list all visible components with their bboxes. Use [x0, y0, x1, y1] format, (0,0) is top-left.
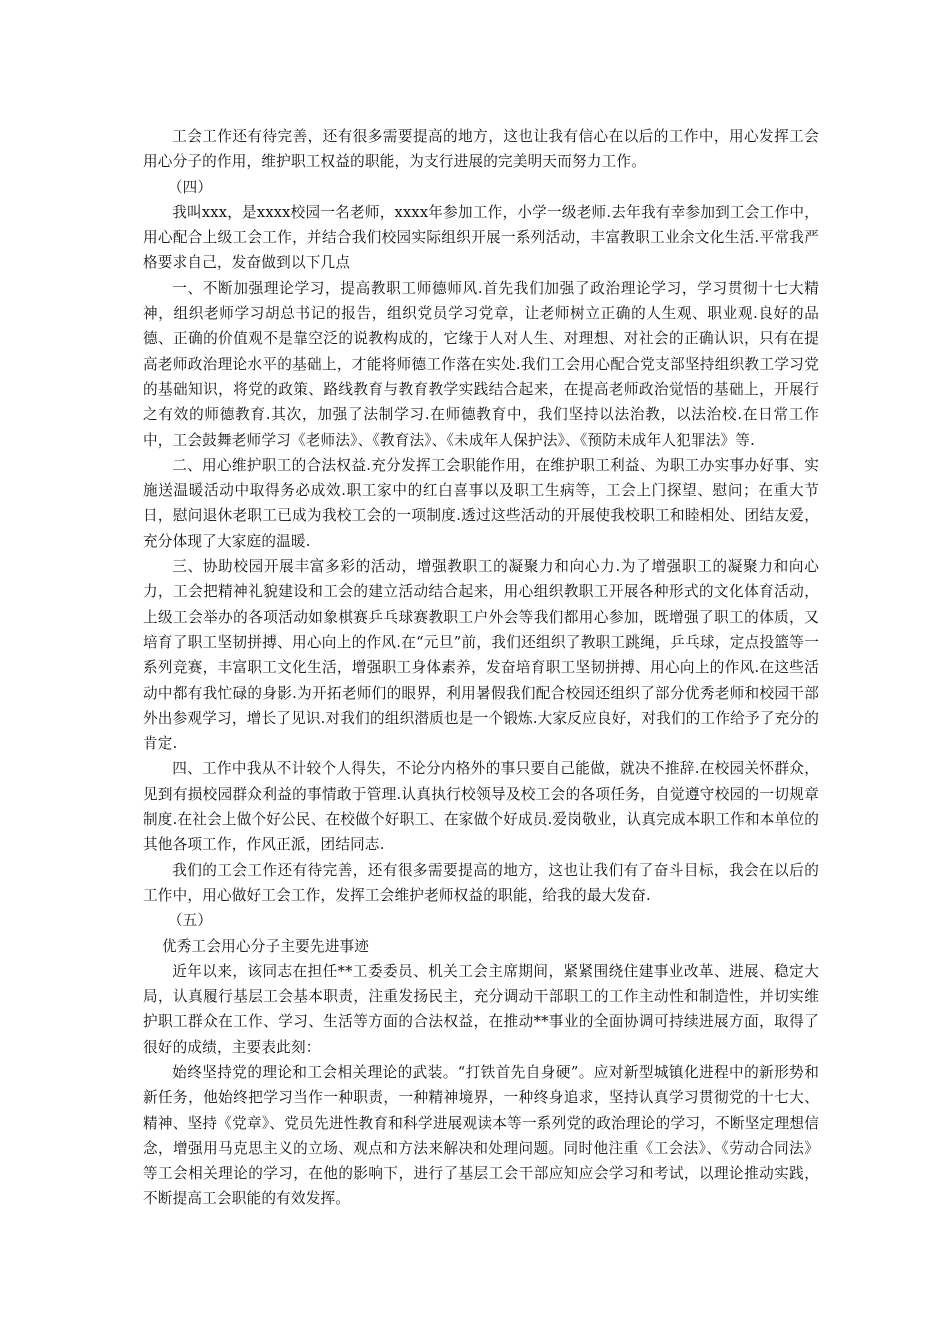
- section-title-5: 优秀工会用心分子主要先进事迹: [161, 937, 370, 955]
- paragraph-intro-5: 近年以来，该同志在担任**工委委员、机关工会主席期间，紧紧围绕住建事业改革、进展、稳定大局，认真履行基层工会基本职责，注重发扬民主，充分调动干部职工的工作主动性和制造性，并切实维护职工群众在工作、学习、生活等方面的合法权益，在推动**事业的全面协调可持续进展方面，取得了很好的成绩，主要表此刻：: [143, 962, 819, 1056]
- paragraph-point-1: 一、不断加强理论学习，提高教职工师德师风.首先我们加强了政治理论学习，学习贯彻十七大精神，组织老师学习胡总书记的报告，组织党员学习党章，让老师树立正确的人生观、职业观.良好的品德、正确的价值观不是靠空泛的说教构成的，它缘于人对人生、对理想、对社会的正确认识，只有在提高老师政治理论水平的基础上，才能将师德工作落在实处.我们工会用心配合党支部坚持组织教工学习党的基础知识，将党的政策、路线教育与教育教学实践结合起来，在提高老师政治觉悟的基础上，开展行之有效的师德教育.其次，加强了法制学习.在师德教育中，我们坚持以法治教，以法治校.在日常工作中，工会鼓舞老师学习《老师法》、《教育法》、《未成年人保护法》、《预防未成年人犯罪法》等.: [143, 279, 819, 449]
- document-body: [143, 124, 819, 1212]
- paragraph-theory-5: 始终坚持党的理论和工会相关理论的武装。“打铁首先自身硬”。应对新型城镇化进程中的新形势和新任务，他始终把学习当作一种职责，一种精神境界，一种终身追求，坚持认真学习贯彻党的十七大、精神、坚持《党章》、党员先进性教育和科学进展观读本等一系列党的政治理论的学习，不断坚定理想信念，增强用马克思主义的立场、观点和方法来解决和处理问题。同时他注重《工会法》、《劳动合同法》等工会相关理论的学习，在他的影响下，进行了基层工会干部应知应会学习和考试，以理论推动实践，不断提高工会职能的有效发挥。: [143, 1063, 819, 1208]
- paragraph-point-4: 四、工作中我从不计较个人得失，不论分内格外的事只要自己能做，就决不推辞.在校园关怀群众，见到有损校园群众利益的事情敢于管理.认真执行校领导及校工会的各项任务，自觉遵守校园的一切规章制度.在社会上做个好公民、在校做个好职工、在家做个好成员.爱岗敬业，认真完成本职工作和本单位的其他各项工作，作风正派，团结同志.: [143, 760, 819, 854]
- section-heading-4: （四）: [167, 178, 213, 196]
- paragraph-closing-4: 我们的工会工作还有待完善，还有很多需要提高的地方，这也让我们有了奋斗目标，我会在以后的工作中，用心做好工会工作，发挥工会维护老师权益的职能，给我的最大发奋.: [143, 861, 819, 904]
- paragraph-intro-4: 我叫xxx，是xxxx校园一名老师，xxxx年参加工作，小学一级老师.去年我有幸参加到工会工作中，用心配合上级工会工作，并结合我们校园实际组织开展一系列活动，丰富教职工业余文化生活.平常我严格要求自己，发奋做到以下几点: [143, 203, 819, 272]
- paragraph-closing-section-3: 工会工作还有待完善，还有很多需要提高的地方，这也让我有信心在以后的工作中，用心发挥工会用心分子的作用，维护职工权益的职能，为支行进展的完美明天而努力工作。: [143, 128, 819, 171]
- paragraph-point-2: 二、用心维护职工的合法权益.充分发挥工会职能作用，在维护职工利益、为职工办实事办好事、实施送温暖活动中取得务必成效.职工家中的红白喜事以及职工生病等，工会上门探望、慰问；在重大节日，慰问退休老职工已成为我校工会的一项制度.透过这些活动的开展使我校职工和睦相处、团结友爱，充分体现了大家庭的温暖.: [143, 456, 819, 550]
- paragraph-point-3: 三、协助校园开展丰富多彩的活动，增强教职工的凝聚力和向心力.为了增强职工的凝聚力和向心力，工会把精神礼貌建设和工会的建立活动结合起来，用心组织教职工开展各种形式的文化体育活动，上级工会举办的各项活动如象棋赛乒乓球赛教职工户外会等我们都用心参加，既增强了职工的体质，又培育了职工坚韧拼搏、用心向上的作风.在“元旦”前，我们还组织了教职工跳绳，乒乓球，定点投篮等一系列竞赛，丰富职工文化生活，增强职工身体素养，发奋培育职工坚韧拼搏、用心向上的作风.在这些活动中都有我忙碌的身影.为开拓老师们的眼界，利用暑假我们配合校园还组织了部分优秀老师和校园干部外出参观学习，增长了见识.对我们的组织潜质也是一个锻炼.大家反应良好，对我们的工作给予了充分的肯定.: [143, 558, 819, 753]
- section-heading-5: （五）: [167, 912, 213, 930]
